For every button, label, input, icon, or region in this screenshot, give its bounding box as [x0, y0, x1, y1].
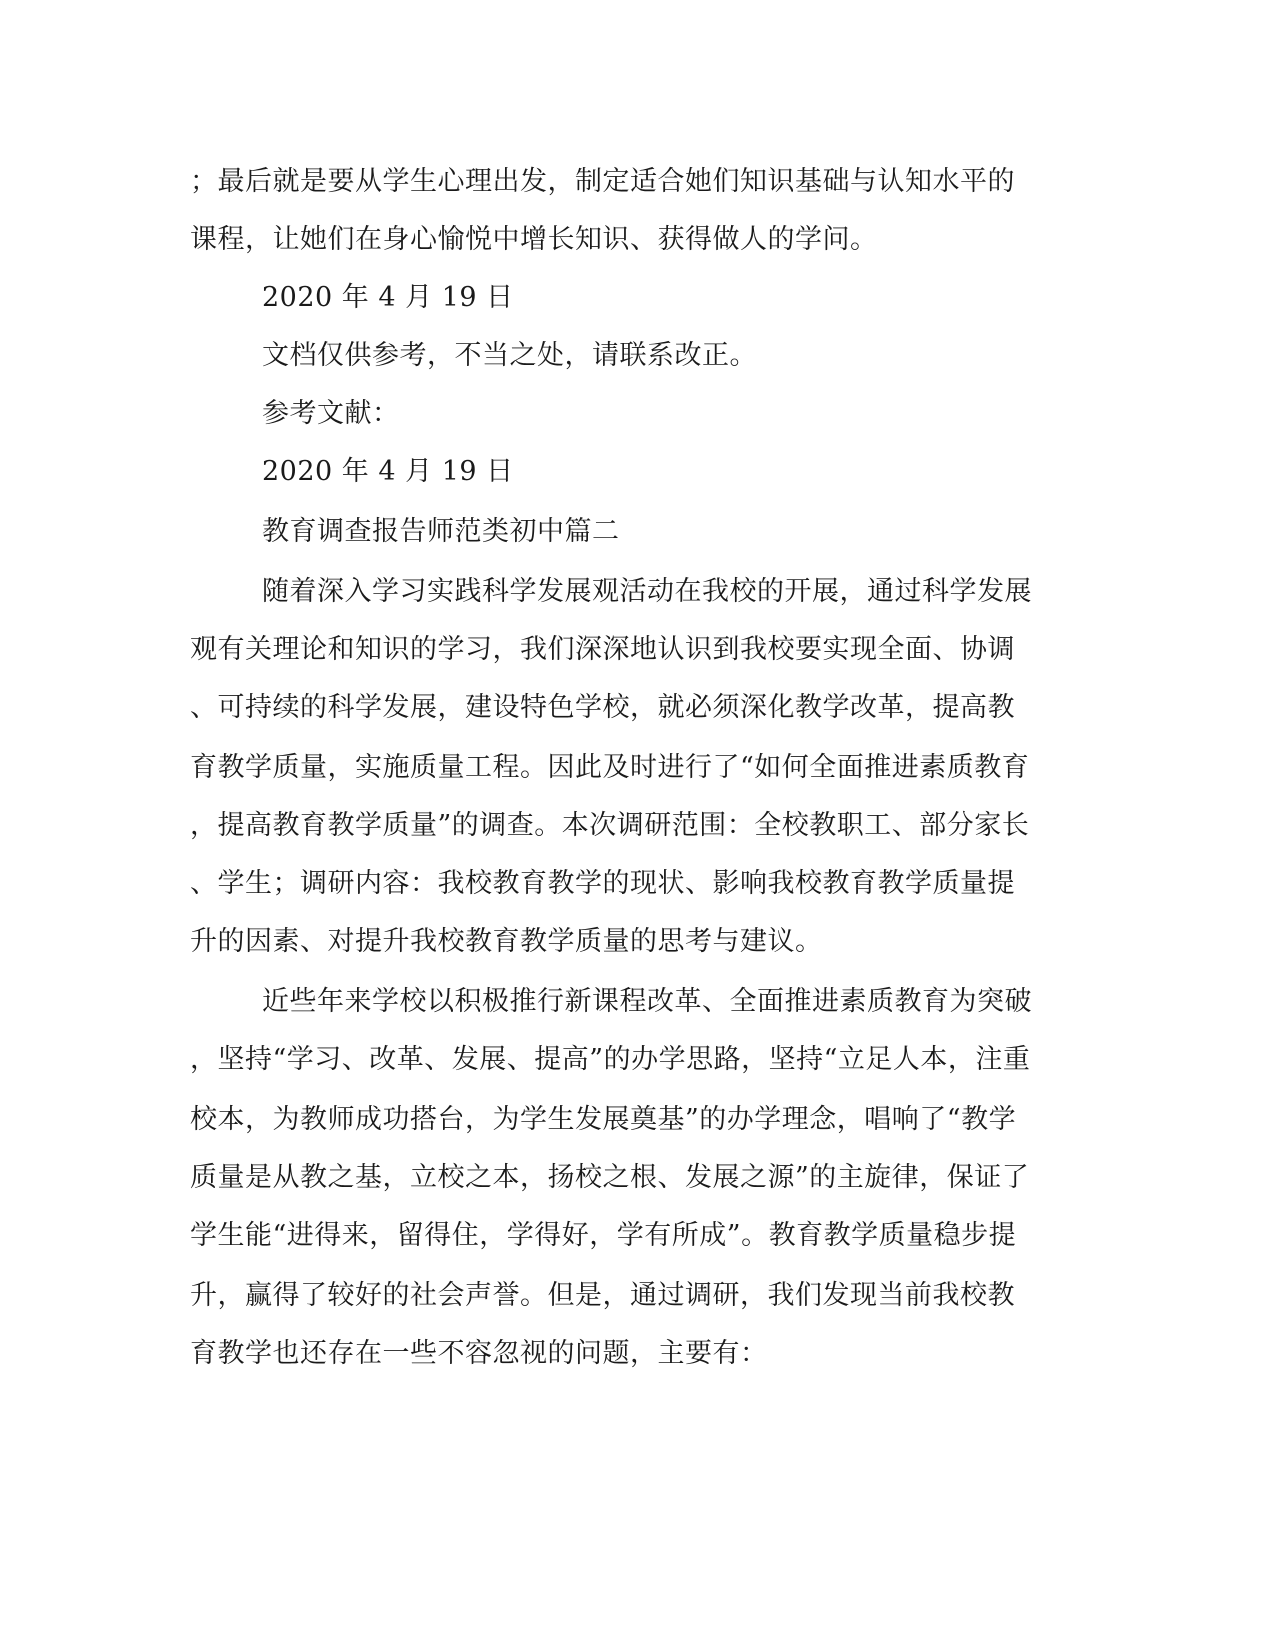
text-line: 课程，让她们在身心愉悦中增长知识、获得做人的学问。	[190, 224, 878, 255]
text-line: 观有关理论和知识的学习，我们深深地认识到我校要实现全面、协调	[190, 634, 1015, 665]
references-heading: 参考文献：	[262, 398, 400, 429]
text-line: 质量是从教之基，立校之本，扬校之根、发展之源”的主旋律，保证了	[190, 1162, 1030, 1193]
text-line: ，坚持“学习、改革、发展、提高”的办学思路，坚持“立足人本，注重	[190, 1044, 1031, 1075]
text-line: 升的因素、对提升我校教育教学质量的思考与建议。	[190, 926, 823, 957]
text-line: 、学生；调研内容：我校教育教学的现状、影响我校教育教学质量提	[190, 868, 1015, 899]
text-line: 近些年来学校以积极推行新课程改革、全面推进素质教育为突破	[262, 986, 1032, 1017]
text-line: 随着深入学习实践科学发展观活动在我校的开展，通过科学发展	[262, 576, 1032, 607]
text-line: 升，赢得了较好的社会声誉。但是，通过调研，我们发现当前我校教	[190, 1280, 1015, 1311]
date-line: 2020 年 4 月 19 日	[262, 282, 514, 313]
disclaimer-line: 文档仅供参考，不当之处，请联系改正。	[262, 340, 757, 371]
section-title: 教育调查报告师范类初中篇二	[262, 516, 620, 547]
text-line: 校本，为教师成功搭台，为学生发展奠基”的办学理念，唱响了“教学	[190, 1104, 1017, 1135]
text-line: ；最后就是要从学生心理出发，制定适合她们知识基础与认知水平的	[190, 166, 1015, 197]
date-line: 2020 年 4 月 19 日	[262, 456, 514, 487]
text-line: 育教学也还存在一些不容忽视的问题，主要有：	[190, 1338, 768, 1369]
text-line: 、可持续的科学发展，建设特色学校，就必须深化教学改革，提高教	[190, 692, 1015, 723]
text-line: 育教学质量，实施质量工程。因此及时进行了“如何全面推进素质教育	[190, 752, 1030, 783]
text-line: 学生能“进得来，留得住，学得好，学有所成”。教育教学质量稳步提	[190, 1220, 1017, 1251]
text-line: ，提高教育教学质量”的调查。本次调研范围：全校教职工、部分家长	[190, 810, 1030, 841]
